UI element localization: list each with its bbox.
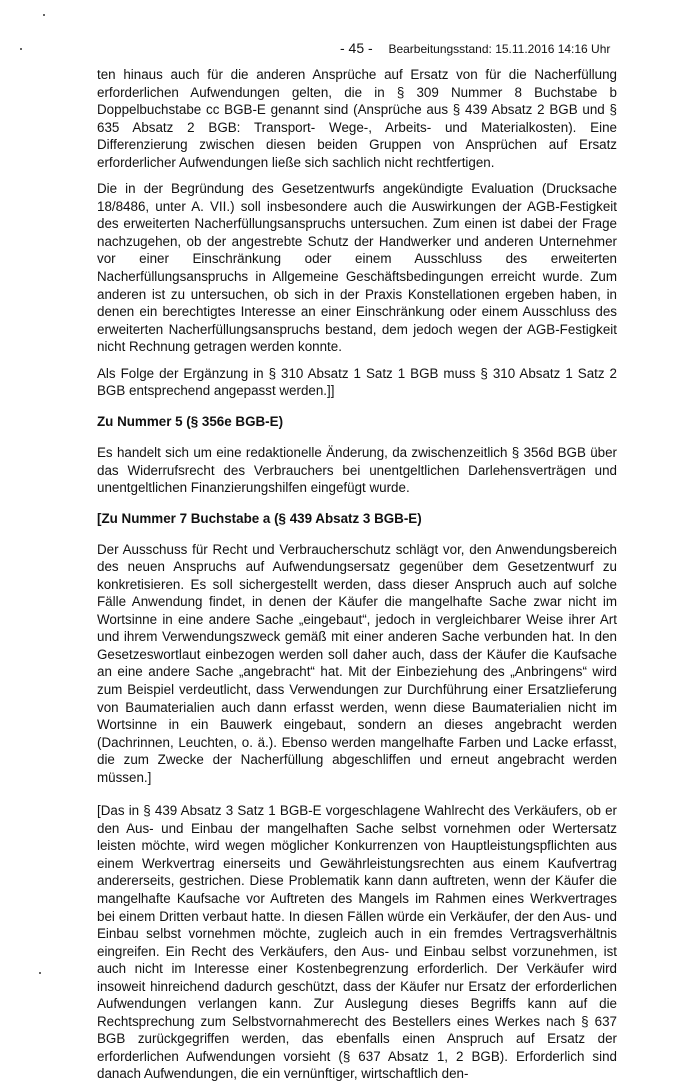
- section-heading-nummer-5: Zu Nummer 5 (§ 356e BGB-E): [97, 413, 284, 429]
- scan-speck: [39, 972, 41, 974]
- scan-speck: [43, 14, 45, 16]
- paragraph-439-wahlrecht: [Das in § 439 Absatz 3 Satz 1 BGB-E vorgeschlagene Wahlrecht des Verkäufers, ob er den Aus- und Einbau der mangelhaften Sache selbst vornehmen oder Wertersatz leisten möchte, wird wegen möglicher Konkurrenzen von Hauptleistungspflichten aus einem Werkvertrag einerseits und Gewährleistungsrechten aus einem Kaufvertrag andererseits, gestrichen. Diese Problematik kann dann auftreten, wenn der Käufer die mangelhafte Kaufsache vor Auftreten des Mangels im Rahmen eines Werkvertrages bei einem Dritten verbaut hatte. In diesen Fällen würde ein Verkäufer, der den Aus- und Einbau selbst vornehmen möchte, zugleich auch in ein fremdes Vertragsverhältnis eingreifen. Ein Recht des Verkäufers, den Aus- und Einbau selbst vorzunehmen, ist auch nicht im Interesse einer Kostenbegrenzung erforderlich. Der Verkäufer wird insoweit hinreichend dadurch geschützt, dass der Käufer nur Ersatz der erforderlichen Aufwendungen verlangen kann. Zur Auslegung dieses Begriffs kann auf die Rechtsprechung zum Selbstvornahmerecht des Bestellers eines Werkes nach § 637 BGB zurückgegriffen werden, das ebenfalls einen Anspruch auf Ersatz der erforderlichen Aufwendungen vorsieht (§ 637 Absatz 1, 2 BGB). Erforderlich sind danach Aufwendungen, die ein vernünftiger, wirtschaftlich den-: [97, 803, 617, 1082]
- page-header: [340, 40, 610, 56]
- paragraph-310-adjustment: Als Folge der Ergänzung in § 310 Absatz 1 Satz 1 BGB muss § 310 Absatz 1 Satz 2 BGB entsprechend angepasst werden.]]: [97, 365, 617, 399]
- paragraph-439-scope: Der Ausschuss für Recht und Verbraucherschutz schlägt vor, den Anwendungsbereich des neuen Anspruchs auf Aufwendungsersatz gegenüber dem Gesetzentwurf zu konkretisieren. Es soll sichergestellt werden, dass dieser Anspruch auch auf solche Fälle Anwendung findet, in denen der Käufer die mangelhafte Sache zwar nicht im Wortsinne in eine andere Sache „eingebaut“, jedoch in vergleichbarer Weise ihrer Art und ihrem Verwendungszweck gemäß mit einer anderen Sache verbunden hat. In den Gesetzeswortlaut einbezogen werden soll daher auch, dass der Käufer die Kaufsache an eine andere Sache „angebracht“ hat. Mit der Einbeziehung des „Anbringens“ wird zum Beispiel verdeutlicht, dass Verwendungen zur Durchführung einer Ersatzlieferung von Baumaterialien auch dann erfasst werden, wenn diese Baumaterialien nicht im Wortsinne in ein Bauwerk eingebaut, sondern an dieses angebracht werden (Dachrinnen, Leuchten, o. ä.). Ebenso werden mangelhafte Farben und Lacke erfasst, die zum Zwecke der Nacherfüllung abgeschliffen und erneut angebracht werden müssen.]: [97, 541, 617, 785]
- revision-status: Bearbeitungsstand: 15.11.2016 14:16 Uhr: [388, 42, 611, 56]
- paragraph-evaluation: Die in der Begründung des Gesetzentwurfs angekündigte Evaluation (Drucksache 18/8486, unter A. VII.) soll insbesondere auch die Auswirkungen der AGB-Festigkeit des erweiterten Nacherfüllungsanspruchs untersuchen. Zum einen ist dabei der Frage nachzugehen, ob der angestrebte Schutz der Handwerker und anderen Unternehmer vor einer Einschränkung oder einem Ausschluss des erweiterten Nacherfüllungsanspruchs in Allgemeine Geschäftsbedingungen erreicht wurde. Zum anderen ist zu untersuchen, ob sich in der Praxis Konstellationen ergeben haben, in denen ein berechtigtes Interesse an einer Einschränkung oder einem Ausschluss des erweiterten Nacherfüllungsanspruchs bestand, dem jedoch wegen der AGB-Festigkeit nicht Rechnung getragen werden konnte.: [97, 181, 617, 355]
- paragraph-agb-continuation: ten hinaus auch für die anderen Ansprüche auf Ersatz von für die Nacherfüllung erforderlichen Aufwendungen gelten, die in § 309 Nummer 8 Buchstabe b Doppelbuchstabe cc BGB-E genannt sind (Ansprüche aus § 439 Absatz 2 BGB und § 635 Absatz 2 BGB: Transport- Wege-, Arbeits- und Materialkosten). Eine Differenzierung zwischen diesen beiden Gruppen von Ansprüchen auf Ersatz erforderlicher Aufwendungen ließe sich sachlich nicht rechtfertigen.: [97, 67, 617, 170]
- document-body: [97, 66, 617, 1083]
- section-heading-nummer-7a: [Zu Nummer 7 Buchstabe a (§ 439 Absatz 3 BGB-E): [97, 511, 422, 527]
- page-number: - 45 -: [340, 40, 373, 56]
- scan-speck: [20, 48, 22, 50]
- paragraph-356e: Es handelt sich um eine redaktionelle Änderung, da zwischenzeitlich § 356d BGB über das Widerrufsrecht des Verbrauchers bei unentgeltlichen Darlehensverträgen und unentgeltlichen Finanzierungshilfen eingefügt wurde.: [97, 445, 617, 496]
